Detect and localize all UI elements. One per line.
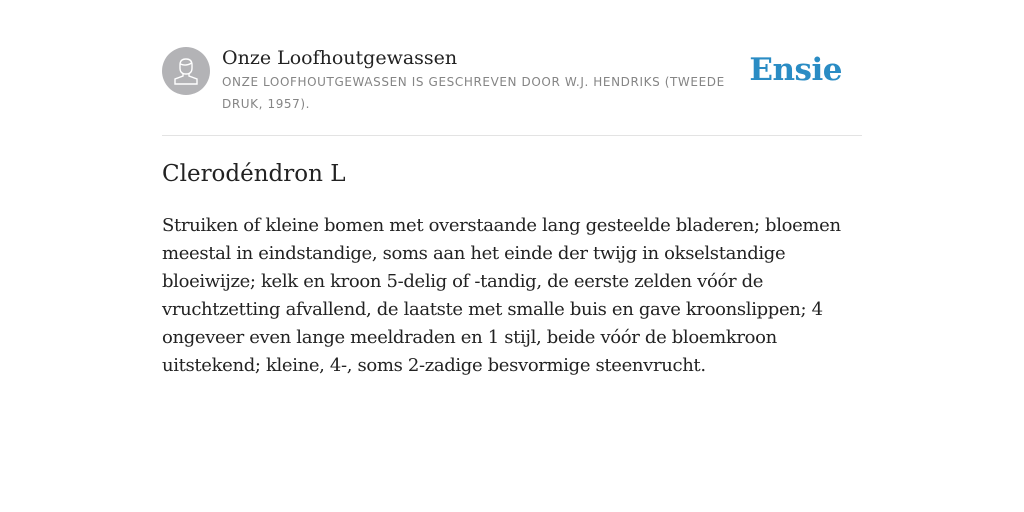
source-info	[222, 46, 762, 115]
entry-title: Clerodéndron L	[162, 161, 346, 187]
header-divider	[162, 135, 862, 136]
source-avatar[interactable]	[162, 47, 210, 95]
source-description: ONZE LOOFHOUTGEWASSEN IS GESCHREVEN DOOR W.J. HENDRIKS (TWEEDE DRUK, 1957).	[222, 75, 725, 111]
source-title[interactable]: Onze Loofhoutgewassen	[222, 47, 458, 69]
user-icon	[172, 56, 200, 86]
source-header	[162, 46, 862, 136]
ensie-logo[interactable]: Ensie	[749, 52, 842, 88]
entry-body: Struiken of kleine bomen met overstaande lang gesteelde bladeren; bloemen meestal in eindstandige, soms aan het einde der twijg in okselstandige bloeiwijze; kelk en kroon 5-delig of -tandig, de eerste zelden vóór de vruchtzetting afvallend, de laatste met smalle buis en gave kroonslippen; 4 ongeveer even lange meeldraden en 1 stijl, beide vóór de bloemkroon uitstekend; kleine, 4-, soms 2-zadige besvormige steenvrucht.	[162, 215, 841, 376]
